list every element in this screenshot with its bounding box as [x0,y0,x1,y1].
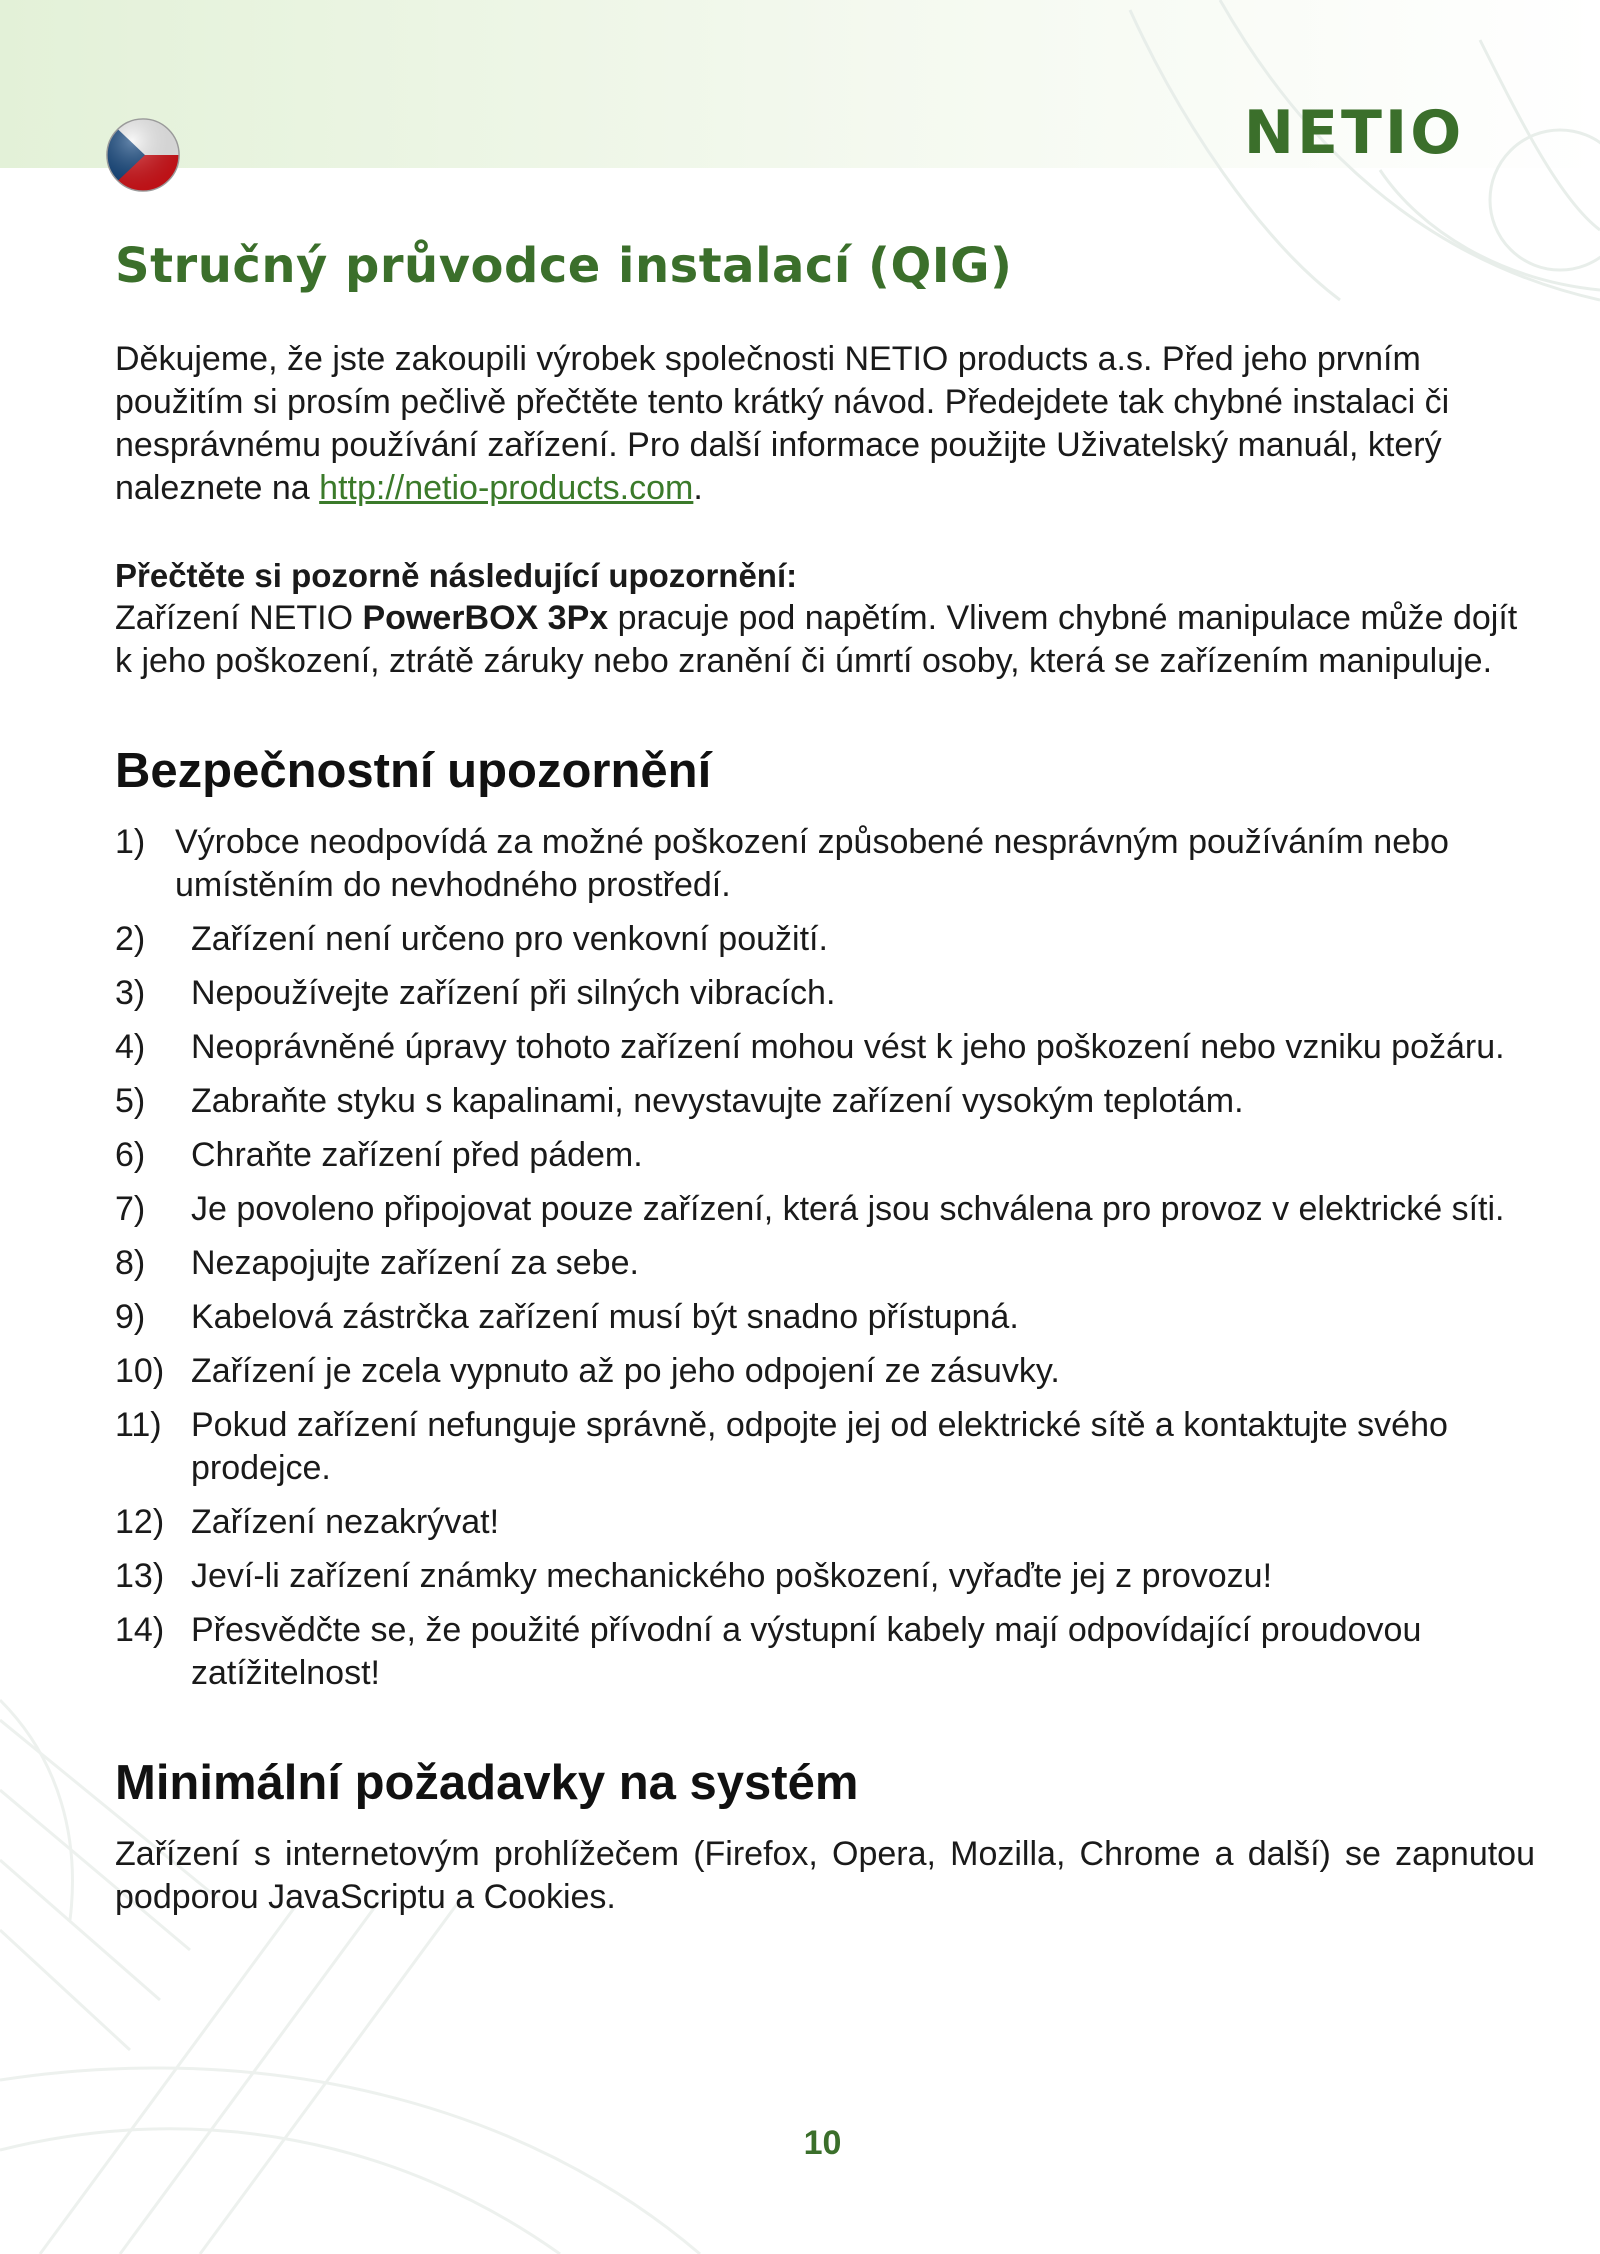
item-text: Jeví-li zařízení známky mechanického poškození, vyřaďte jej z provozu! [191,1557,1273,1595]
item-number: 2) [115,920,146,958]
item-number: 12) [115,1503,165,1541]
intro-text: Děkujeme, že jste zakoupili výrobek společnosti NETIO products a.s. Před jeho prvním použitím si prosím pečlivě přečtěte tento krátký návod. Předejdete tak chybné instalaci či nesprávnému používání zařízení. Pro další informace použijte Uživatelský manuál, který naleznete na [115,340,1450,507]
list-item [115,972,1535,1015]
list-item [115,821,1535,907]
item-number: 14) [115,1611,165,1649]
page-title: Stručný průvodce instalací (QIG) [115,238,1013,294]
list-item [115,1026,1535,1069]
item-number: 10) [115,1352,165,1390]
item-number: 8) [115,1244,146,1282]
item-number: 3) [115,974,146,1012]
safety-heading: Bezpečnostní upozornění [115,744,712,798]
list-item [115,1555,1535,1598]
item-number: 11) [115,1406,162,1444]
intro-paragraph [115,338,1535,510]
warning-heading: Přečtěte si pozorně následující upozornění: [115,557,798,594]
warning-text-end: pracuje pod napětím. Vlivem chybné manipulace může dojít k jeho poškození, ztrátě záruky nebo zranění či úmrtí osoby, která se zařízením manipuluje. [115,599,1518,680]
item-number: 7) [115,1190,146,1228]
item-text: Pokud zařízení nefunguje správně, odpojte jej od elektrické sítě a kontaktujte svého prodejce. [191,1406,1448,1487]
list-item [115,1296,1535,1339]
item-text: Nezapojujte zařízení za sebe. [191,1244,639,1282]
item-text: Zařízení je zcela vypnuto až po jeho odpojení ze zásuvky. [191,1352,1060,1390]
item-text: Zařízení není určeno pro venkovní použití. [191,920,828,958]
item-text: Zabraňte styku s kapalinami, nevystavujte zařízení vysokým teplotám. [191,1082,1244,1120]
svg-text:NETIO: NETIO [1243,98,1465,168]
item-number: 1) [115,823,146,861]
netio-logo [1228,98,1480,168]
list-item [115,1242,1535,1285]
item-number: 5) [115,1082,146,1120]
warning-text-start: Zařízení NETIO [115,599,363,637]
intro-text-end: . [693,469,703,507]
list-item [115,1501,1535,1544]
list-item [115,918,1535,961]
list-item [115,1080,1535,1123]
list-item [115,1609,1535,1695]
requirements-paragraph: Zařízení s internetovým prohlížečem (Firefox, Opera, Mozilla, Chrome a další) se zapnutou podporou JavaScriptu a Cookies. [115,1835,1535,1916]
item-number: 13) [115,1557,165,1595]
product-name: PowerBOX 3Px [362,599,609,637]
item-text: Neoprávněné úpravy tohoto zařízení mohou vést k jeho poškození nebo vzniku požáru. [191,1028,1505,1066]
item-number: 4) [115,1028,146,1066]
czech-flag-icon [104,116,182,194]
item-text: Zařízení nezakrývat! [191,1503,500,1541]
item-text: Výrobce neodpovídá za možné poškození způsobené nesprávným používáním nebo umístěním do nevhodného prostředí. [175,823,1449,904]
item-text: Nepoužívejte zařízení při silných vibracích. [191,974,836,1012]
list-item [115,1188,1535,1231]
content [115,236,1535,1919]
item-text: Kabelová zástrčka zařízení musí být snadno přístupná. [191,1298,1019,1336]
requirements-heading: Minimální požadavky na systém [115,1756,859,1810]
list-item [115,1134,1535,1177]
item-text: Přesvědčte se, že použité přívodní a výstupní kabely mají odpovídající proudovou zatížitelnost! [191,1611,1422,1692]
list-item [115,1404,1535,1490]
item-text: Je povoleno připojovat pouze zařízení, která jsou schválena pro provoz v elektrické síti. [191,1190,1505,1228]
item-text: Chraňte zařízení před pádem. [191,1136,643,1174]
website-link[interactable]: http://netio-products.com [319,469,694,507]
safety-list [115,821,1535,1695]
page-number: 10 [803,2124,842,2162]
item-number: 6) [115,1136,146,1174]
list-item [115,1350,1535,1393]
warning-paragraph [115,597,1535,683]
item-number: 9) [115,1298,146,1336]
